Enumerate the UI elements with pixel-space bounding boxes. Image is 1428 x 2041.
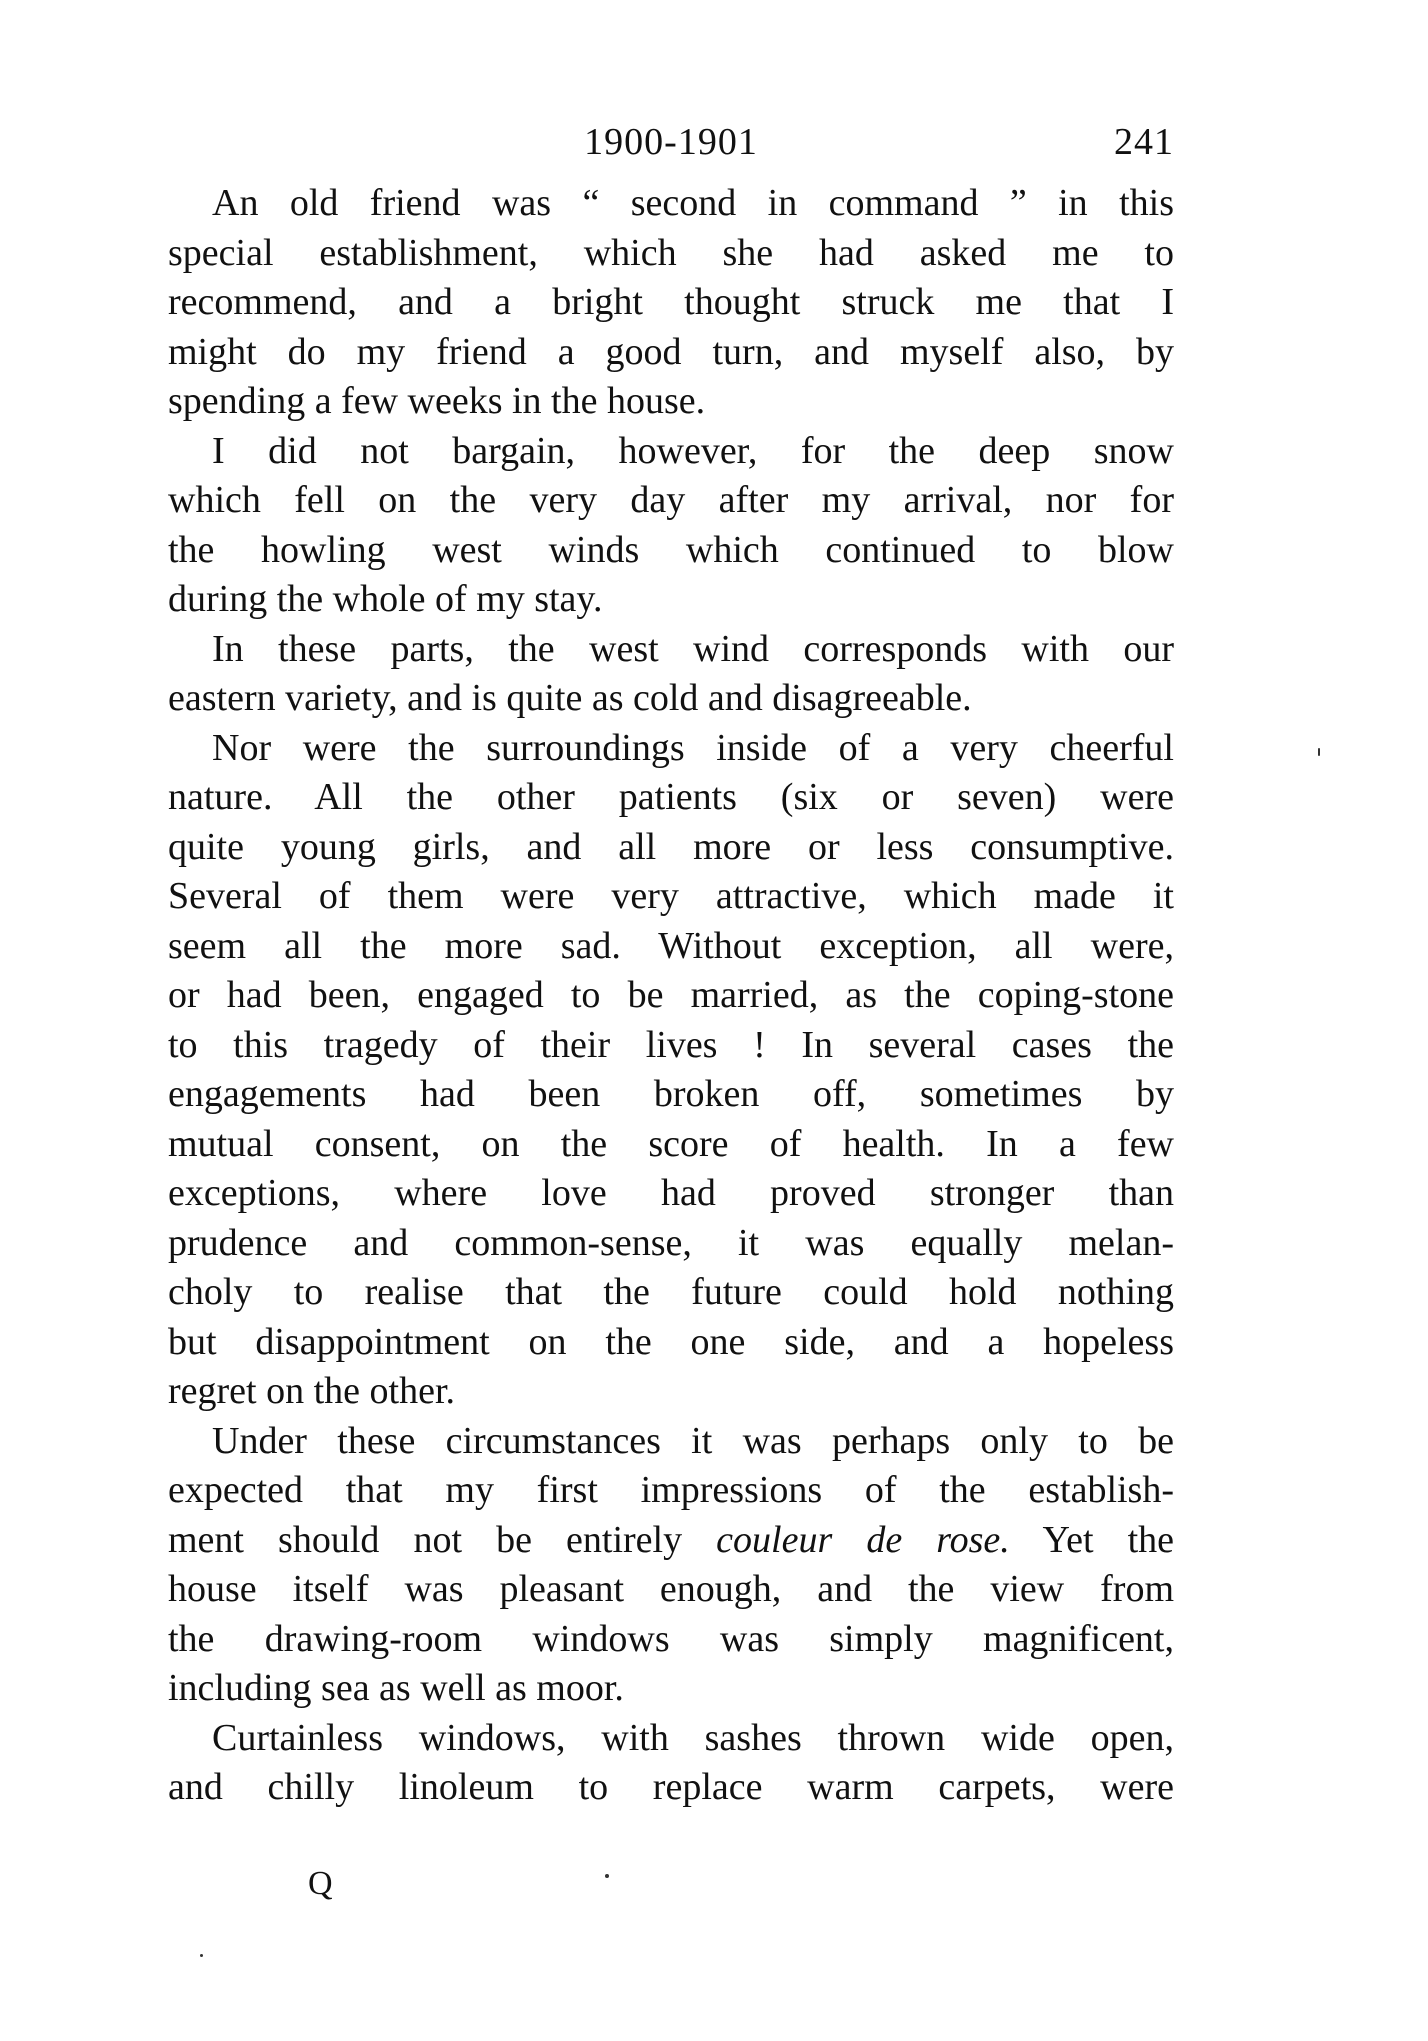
text-line: but disappointment on the one side, and a hopeless	[168, 1320, 1174, 1363]
text-line: spending a few weeks in the house.	[168, 380, 706, 422]
running-title: 1900-1901	[584, 121, 758, 163]
text-line: Under these circumstances it was perhaps only to be	[212, 1419, 1174, 1462]
paragraph	[168, 1417, 1174, 1714]
ink-speck	[1318, 748, 1320, 756]
paragraph	[168, 1714, 1174, 1813]
text-line: regret on the other.	[168, 1370, 456, 1412]
signature-mark: Q	[308, 1865, 333, 1902]
text-line: choly to realise that the future could hold nothing	[168, 1271, 1174, 1313]
text-line: including sea as well as moor.	[168, 1667, 624, 1709]
text-line: or had been, engaged to be married, as the coping-stone	[168, 974, 1174, 1016]
italic-phrase: couleur de rose.	[716, 1518, 1010, 1561]
text-line: Curtainless windows, with sashes thrown wide open,	[212, 1716, 1174, 1759]
text-line: exceptions, where love had proved stronger than	[168, 1172, 1174, 1214]
text-line: to this tragedy of their lives ! In several cases the	[168, 1023, 1174, 1066]
text-line: seem all the more sad. Without exception, all were,	[168, 924, 1174, 967]
text-line: An old friend was “ second in command ” in this	[212, 182, 1174, 224]
paragraph	[168, 625, 1174, 724]
text-line: which fell on the very day after my arrival, nor for	[168, 479, 1174, 521]
ink-speck	[605, 1874, 609, 1878]
text-line: nature. All the other patients (six or seven) were	[168, 776, 1174, 818]
text-line: In these parts, the west wind corresponds with our	[212, 627, 1174, 670]
text-line: recommend, and a bright thought struck me that I	[168, 281, 1174, 323]
text-line: the howling west winds which continued to blow	[168, 528, 1174, 571]
text-line: Several of them were very attractive, which made it	[168, 875, 1174, 917]
text-line: during the whole of my stay.	[168, 578, 603, 620]
paragraph	[168, 724, 1174, 1417]
text-line: mutual consent, on the score of health. In a few	[168, 1122, 1174, 1165]
text-line: and chilly linoleum to replace warm carpets, were	[168, 1766, 1174, 1808]
text-line: special establishment, which she had asked me to	[168, 231, 1174, 274]
ink-speck	[200, 1954, 203, 1957]
text-line: quite young girls, and all more or less consumptive.	[168, 825, 1174, 868]
body-text	[168, 179, 1174, 1813]
text-line: expected that my first impressions of the establish-	[168, 1469, 1174, 1511]
text-line: I did not bargain, however, for the deep snow	[212, 429, 1174, 472]
text-line: eastern variety, and is quite as cold and disagreeable.	[168, 677, 972, 719]
text-run: Yet the	[1009, 1518, 1175, 1561]
paragraph	[168, 179, 1174, 427]
running-head	[168, 112, 1174, 172]
page-number: 241	[1114, 121, 1174, 163]
text-line: prudence and common-sense, it was equally melan-	[168, 1221, 1174, 1264]
text-line-with-italic	[168, 1516, 1174, 1566]
text-run: ment should not be entirely	[168, 1518, 717, 1561]
text-line: house itself was pleasant enough, and the view from	[168, 1568, 1174, 1610]
paragraph	[168, 427, 1174, 625]
text-line: engagements had been broken off, sometimes by	[168, 1073, 1174, 1115]
text-line: the drawing-room windows was simply magnificent,	[168, 1617, 1174, 1660]
text-line: Nor were the surroundings inside of a very cheerful	[212, 726, 1174, 769]
text-line: might do my friend a good turn, and myself also, by	[168, 330, 1174, 373]
